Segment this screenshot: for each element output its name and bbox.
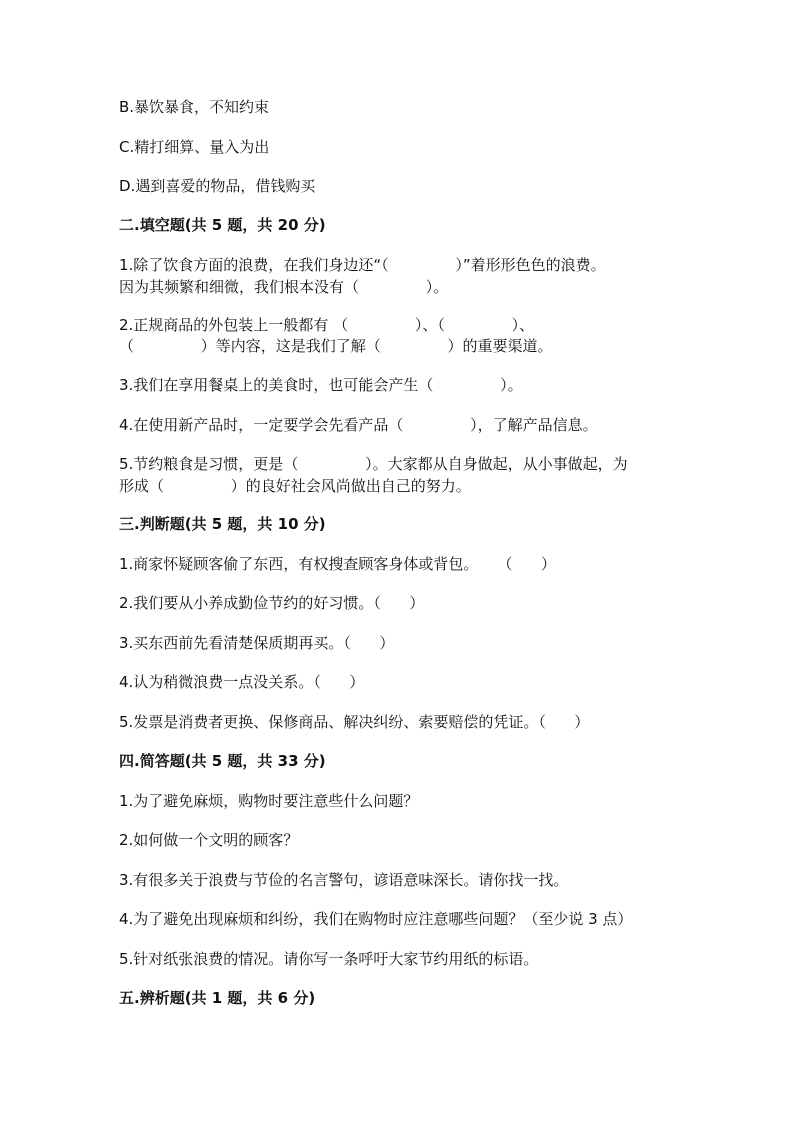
section-heading-analysis: 五.辨析题(共 1 题，共 6 分) [119,989,316,1007]
fill-blank-question-1-line-1: 1.除了饮食方面的浪费，在我们身边还“（ ）”着形形色色的浪费。 [119,256,606,274]
fill-blank-question-3: 3.我们在享用餐桌上的美食时，也可能会产生（ ）。 [119,376,523,394]
short-answer-question-5: 5.针对纸张浪费的情况。请你写一条呼吁大家节约用纸的标语。 [119,950,539,968]
option-c: C.精打细算、量入为出 [119,138,270,156]
true-false-question-3: 3.买东西前先看清楚保质期再买。（ ） [119,634,395,652]
true-false-question-2: 2.我们要从小养成勤俭节约的好习惯。（ ） [119,594,425,612]
section-heading-fill-blank: 二.填空题(共 5 题，共 20 分) [119,216,326,234]
section-heading-true-false: 三.判断题(共 5 题，共 10 分) [119,515,326,533]
short-answer-question-4: 4.为了避免出现麻烦和纠纷，我们在购物时应注意哪些问题？（至少说 3 点） [119,910,633,928]
short-answer-question-3: 3.有很多关于浪费与节俭的名言警句，谚语意味深长。请你找一找。 [119,871,569,889]
fill-blank-question-1-line-2: 因为其频繁和细微，我们根本没有（ ）。 [119,278,449,296]
fill-blank-question-2-line-1: 2.正规商品的外包装上一般都有 （ ）、（ ）、 [119,316,535,334]
fill-blank-question-2-line-2: （ ）等内容，这是我们了解（ ）的重要渠道。 [119,337,553,355]
short-answer-question-2: 2.如何做一个文明的顾客？ [119,831,299,849]
true-false-question-4: 4.认为稍微浪费一点没关系。（ ） [119,673,365,691]
fill-blank-question-5-line-1: 5.节约粮食是习惯，更是（ ）。大家都从自身做起，从小事做起，为 [119,455,628,473]
option-b: B.暴饮暴食，不知约束 [119,98,270,116]
true-false-question-1: 1.商家怀疑顾客偷了东西，有权搜查顾客身体或背包。 （ ） [119,555,556,573]
option-d: D.遇到喜爱的物品，借钱购买 [119,177,316,195]
section-heading-short-answer: 四.简答题(共 5 题，共 33 分) [119,752,326,770]
fill-blank-question-4: 4.在使用新产品时，一定要学会先看产品（ ），了解产品信息。 [119,416,598,434]
fill-blank-question-5-line-2: 形成（ ）的良好社会风尚做出自己的努力。 [119,477,471,495]
short-answer-question-1: 1.为了避免麻烦，购物时要注意些什么问题？ [119,792,419,810]
true-false-question-5: 5.发票是消费者更换、保修商品、解决纠纷、索要赔偿的凭证。（ ） [119,713,590,731]
